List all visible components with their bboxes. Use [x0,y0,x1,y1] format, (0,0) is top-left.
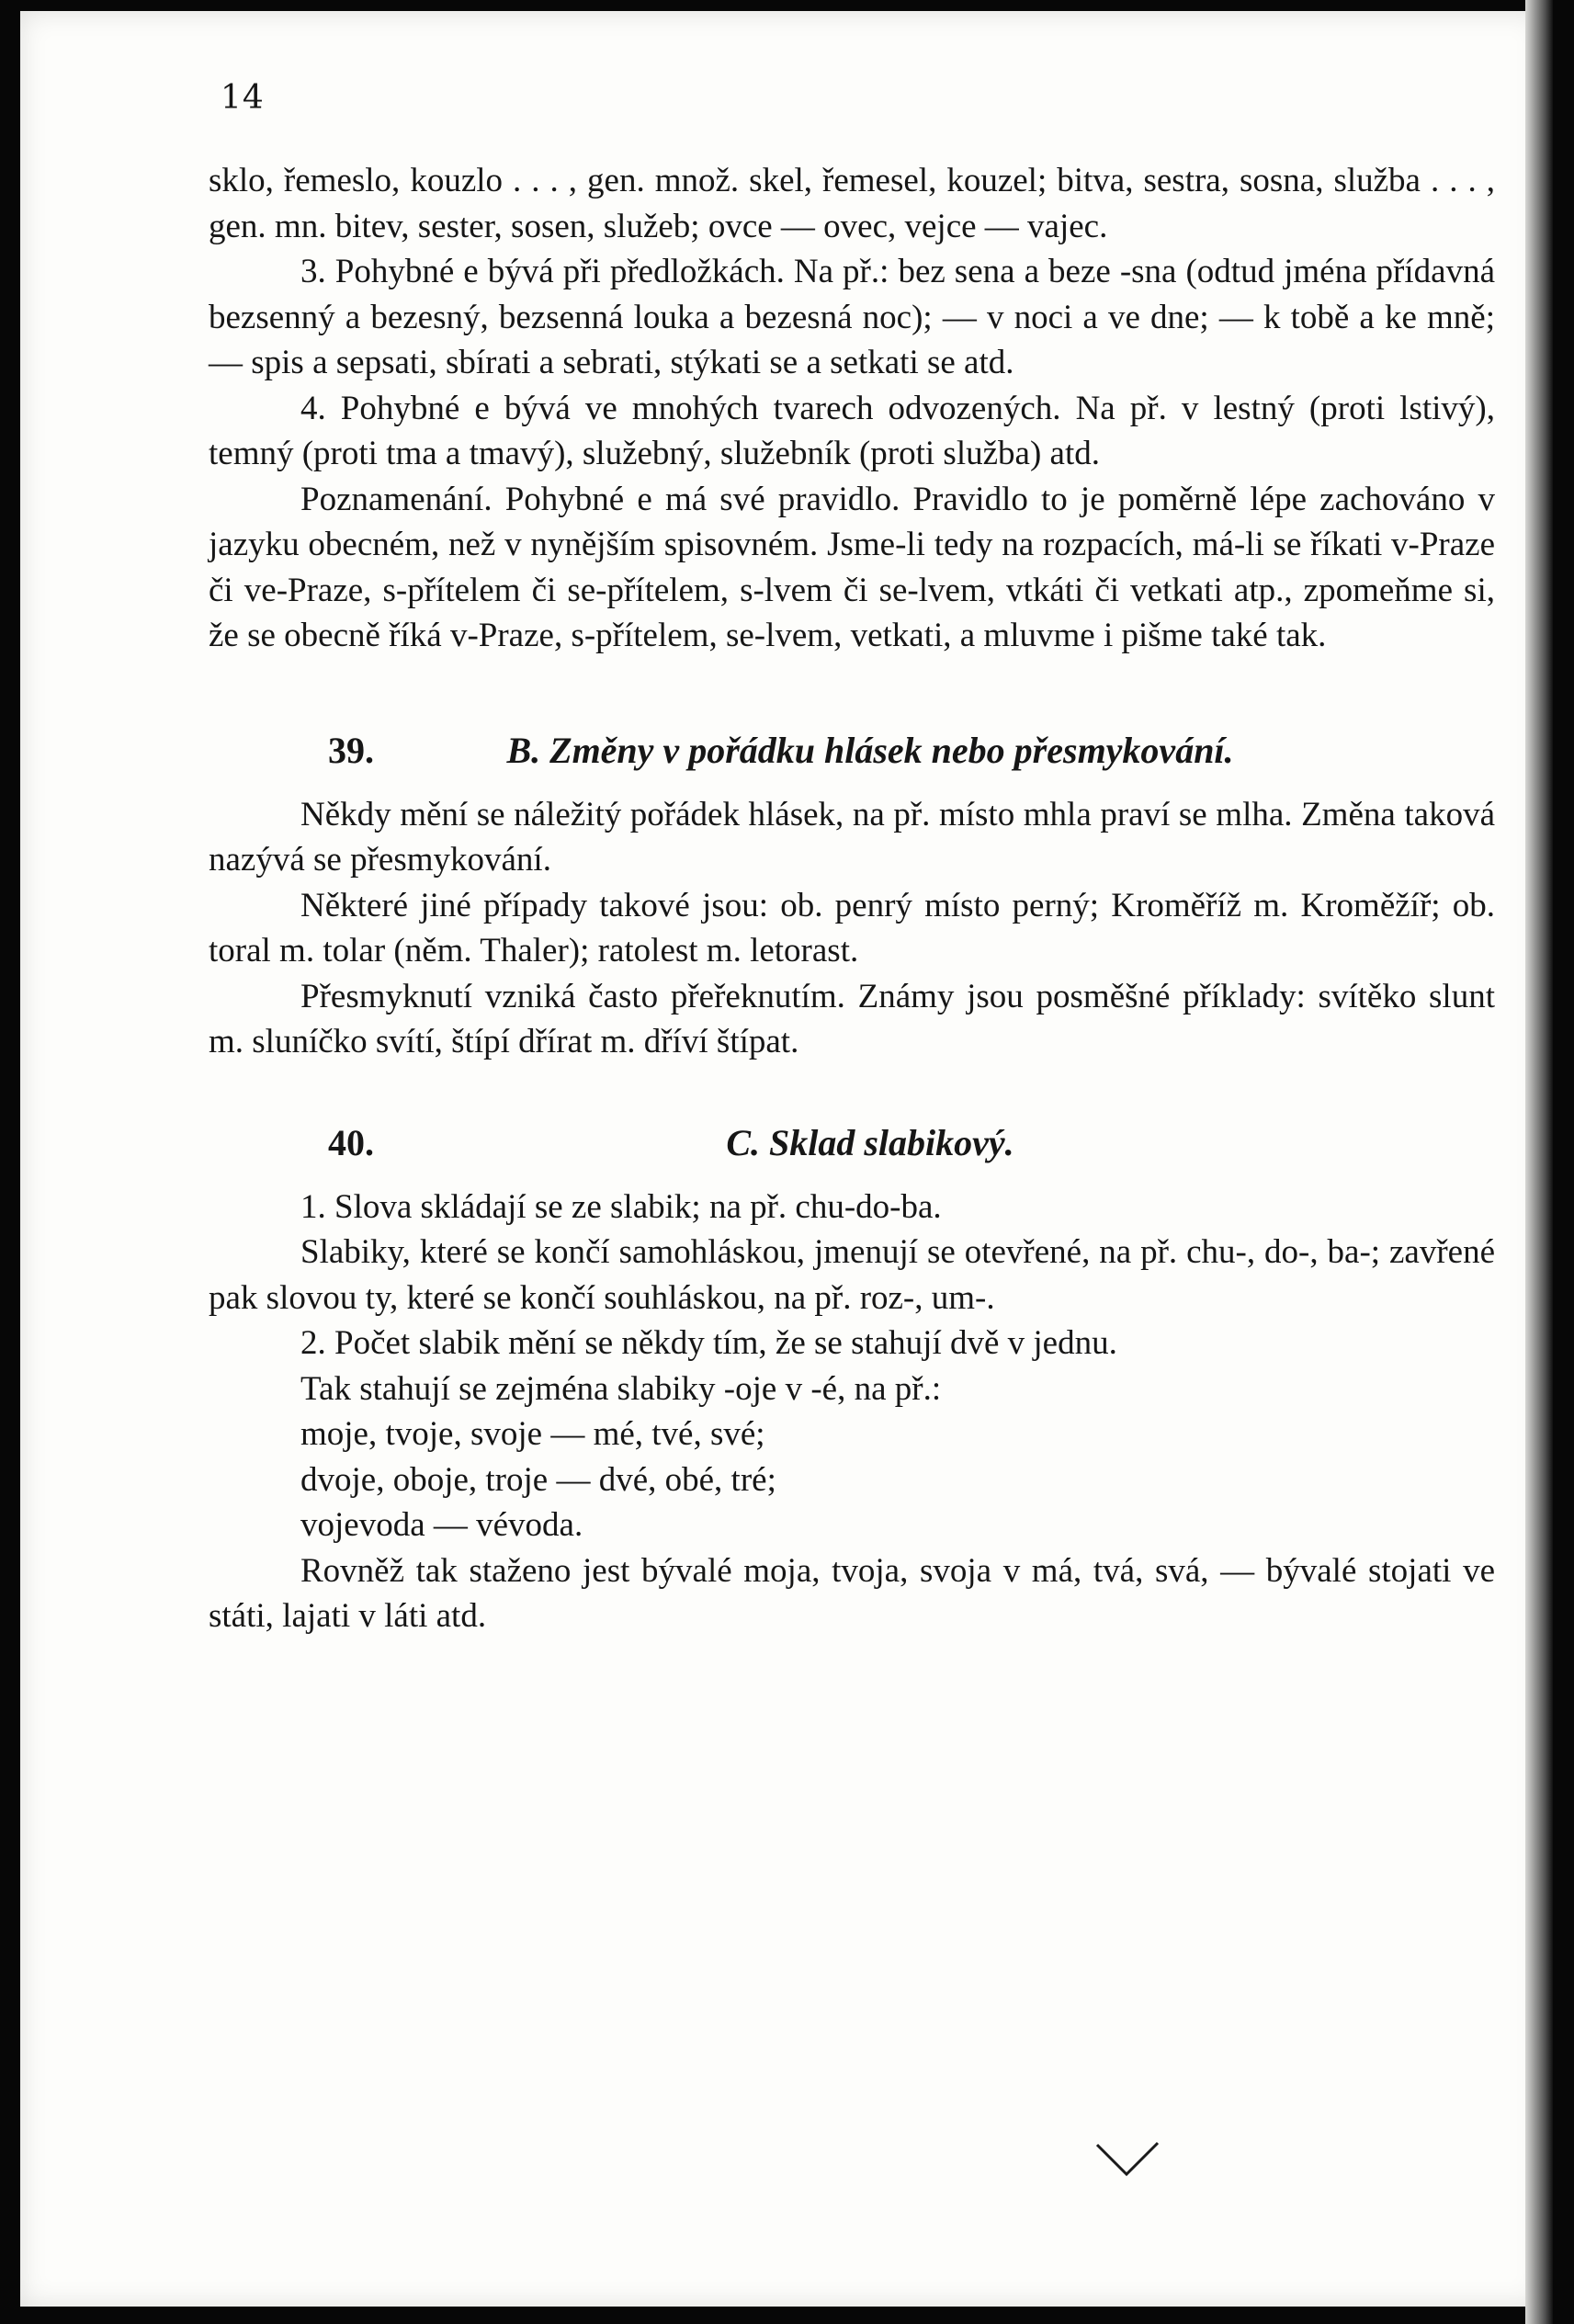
section-title: B. Změny v pořádku hlásek nebo přesmykování. [506,729,1234,771]
page-number: 14 [221,79,265,117]
paragraph: Slabiky, které se končí samohláskou, jmenují se otevřené, na př. chu-, do-, ba-; zavřené pak slovou ty, které se končí souhláskou, na př. roz-, um-. [209,1233,1495,1317]
example-line: vojevoda — vévoda. [300,1506,583,1544]
page-fold-shadow [1525,0,1553,2324]
paragraph: 1. Slova skládají se ze slabik; na př. chu-do-ba. [300,1187,942,1226]
book-page [20,11,1542,2307]
example-line: dvoje, oboje, troje — dvé, obé, tré; [300,1460,776,1499]
section-number: 39. [328,729,374,771]
paragraph: 2. Počet slabik mění se někdy tím, že se stahují dvě v jednu. [300,1324,1117,1362]
paragraph: 3. Pohybné e bývá při předložkách. Na př.: bez sena a beze -sna (odtud jména přídavná bezsenný a bezesný, bezsenná louka a bezesná noc); — v noci a ve dne; — k tobě a ke mně; — spis a sepsati, sbírati a sebrati, stýkati se a setkati se atd. [209,253,1495,381]
section-title: C. Sklad slabikový. [726,1121,1014,1163]
paragraph-note: Poznamenání. Pohybné e má své pravidlo. Pravidlo to je poměrně lépe zachováno v jazyku obecném, než v nynějším spisovném. Jsme-li tedy na rozpacích, má-li se říkati v-Praze či ve-Praze, s-přítelem či se-přítelem, s-lvem či se-lvem, vtkáti či vetkati atp., zpomeňme si, že se obecně říká v-Praze, s-přítelem, se-lvem, vetkati, a mluvme i pišme také tak. [209,480,1495,654]
example-line: moje, tvoje, svoje — mé, tvé, své; [300,1415,765,1453]
paragraph: Přesmyknutí vzniká často přeřeknutím. Známy jsou posměšné příklady: svítěko slunt m. sluníčko svítí, štípí dřírat m. dříví štípat. [209,977,1495,1060]
section-number: 40. [328,1121,374,1163]
page-text [209,158,1495,1639]
paragraph: Některé jiné případy takové jsou: ob. penrý místo perný; Kroměříž m. Kroměžíř; ob. toral m. tolar (něm. Thaler); ratolest m. letorast. [209,886,1495,969]
paragraph: Rovněž tak staženo jest bývalé moja, tvoja, svoja v má, tvá, svá, — bývalé stojati ve státi, lajati v láti atd. [209,1551,1495,1635]
paragraph: sklo, řemeslo, kouzlo . . . , gen. množ. skel, řemesel, kouzel; bitva, sestra, sosna, služba . . . , gen. mn. bitev, sester, sosen, služeb; ovce — ovec, vejce — vajec. [209,162,1495,245]
checkmark-icon [1095,2141,1160,2178]
section-40-heading [209,1120,1495,1166]
paragraph: Někdy mění se náležitý pořádek hlásek, na př. místo mhla praví se mlha. Změna taková nazývá se přesmykování. [209,795,1495,879]
paragraph: Tak stahují se zejména slabiky -oje v -é, na př.: [300,1369,942,1408]
section-39-heading [209,728,1495,774]
paragraph: 4. Pohybné e bývá ve mnohých tvarech odvozených. Na př. v lestný (proti lstivý), temný (proti tma a tmavý), služebný, služebník (proti služba) atd. [209,389,1495,472]
